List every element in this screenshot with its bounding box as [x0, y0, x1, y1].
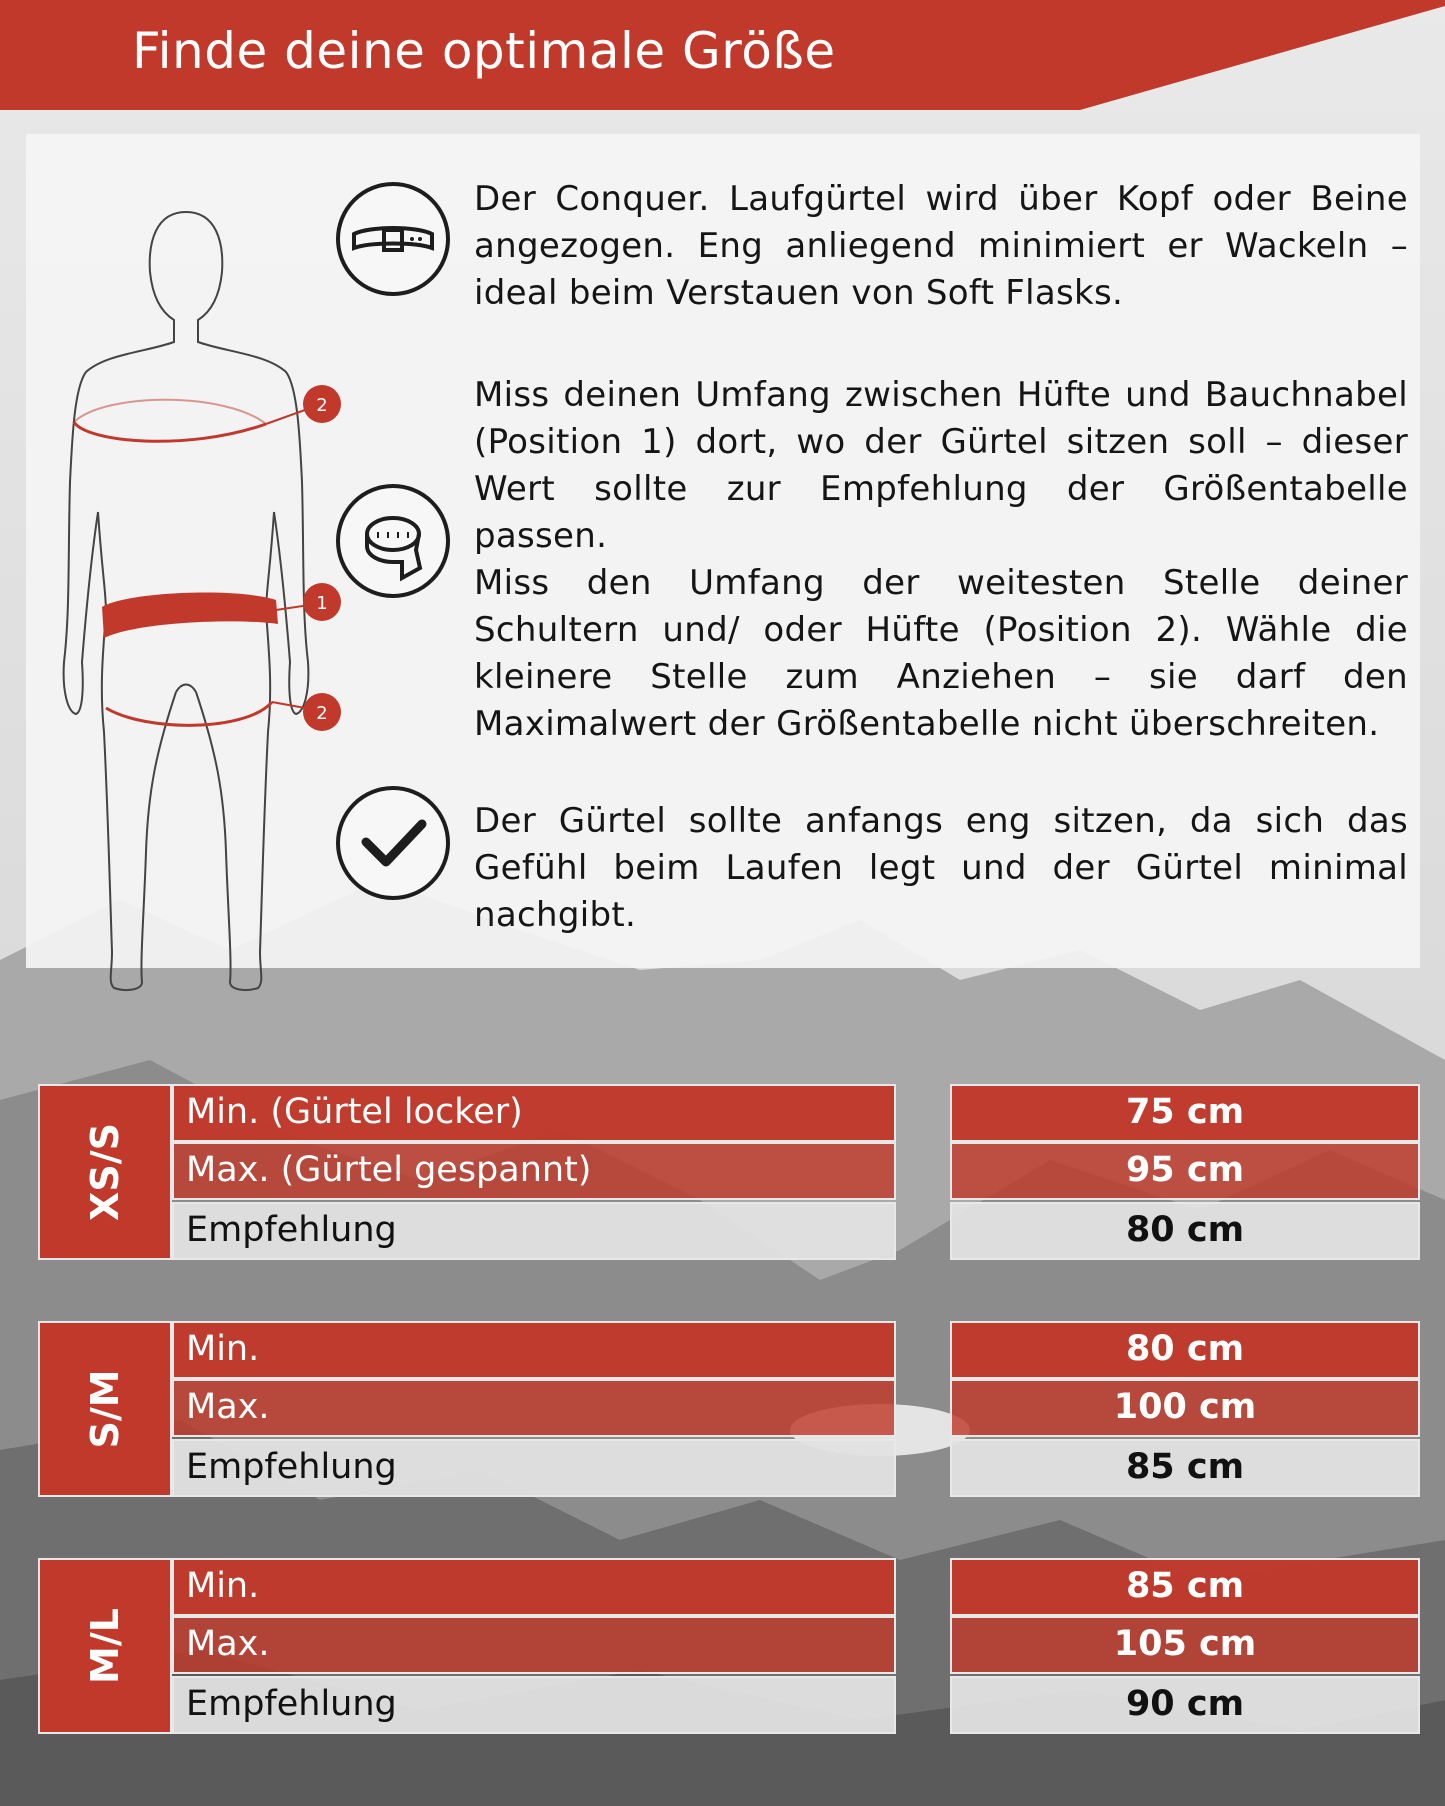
table-row: Empfehlung: [172, 1439, 896, 1497]
size-table-xs-s: [38, 1084, 1420, 1260]
checkmark-icon: [336, 786, 450, 900]
size-label: M/L: [38, 1558, 172, 1734]
size-label: S/M: [38, 1321, 172, 1497]
table-value: 80 cm: [950, 1321, 1420, 1379]
table-value: 85 cm: [950, 1558, 1420, 1616]
belt-icon: [336, 182, 450, 296]
size-label: XS/S: [38, 1084, 172, 1260]
instruction-text-1: Der Conquer. Laufgürtel wird über Kopf oder Beine angezogen. Eng anliegend minimiert er Wackeln – ideal beim Verstauen von Soft Flasks.: [474, 179, 1408, 313]
table-value: 85 cm: [950, 1439, 1420, 1497]
table-value: 105 cm: [950, 1616, 1420, 1674]
marker-shoulders: 2: [316, 395, 328, 416]
marker-waist: 1: [316, 593, 328, 614]
instruction-text-4: Der Gürtel sollte anfangs eng sitzen, da sich das Gefühl beim Laufen legt und der Gürtel minimal nachgibt.: [474, 801, 1408, 935]
measuring-tape-icon: [336, 484, 450, 598]
instruction-text-2: Miss deinen Umfang zwischen Hüfte und Bauchnabel (Position 1) dort, wo der Gürtel sitzen soll – dieser Wert sollte zur Empfehlung der Größentabelle passen.: [474, 375, 1408, 556]
table-row: Min. (Gürtel locker): [172, 1084, 896, 1142]
table-value: 100 cm: [950, 1379, 1420, 1437]
table-row: Min.: [172, 1558, 896, 1616]
body-outline-figure: [46, 192, 346, 1072]
table-value: 75 cm: [950, 1084, 1420, 1142]
table-row: Max.: [172, 1616, 896, 1674]
table-row: Min.: [172, 1321, 896, 1379]
table-value: 95 cm: [950, 1142, 1420, 1200]
table-value: 80 cm: [950, 1202, 1420, 1260]
table-row: Empfehlung: [172, 1202, 896, 1260]
info-panel: [26, 134, 1420, 968]
size-table-s-m: [38, 1321, 1420, 1497]
marker-hips: 2: [316, 703, 328, 724]
page-title: Finde deine optimale Größe: [132, 22, 836, 80]
table-value: 90 cm: [950, 1676, 1420, 1734]
table-row: Empfehlung: [172, 1676, 896, 1734]
table-row: Max.: [172, 1379, 896, 1437]
size-table-m-l: [38, 1558, 1420, 1734]
table-row: Max. (Gürtel gespannt): [172, 1142, 896, 1200]
instruction-text-3: Miss den Umfang der weitesten Stelle deiner Schultern und/ oder Hüfte (Position 2). Wähle die kleinere Stelle zum Anziehen – sie darf den Maximalwert der Größentabelle nicht überschreiten.: [474, 563, 1408, 744]
